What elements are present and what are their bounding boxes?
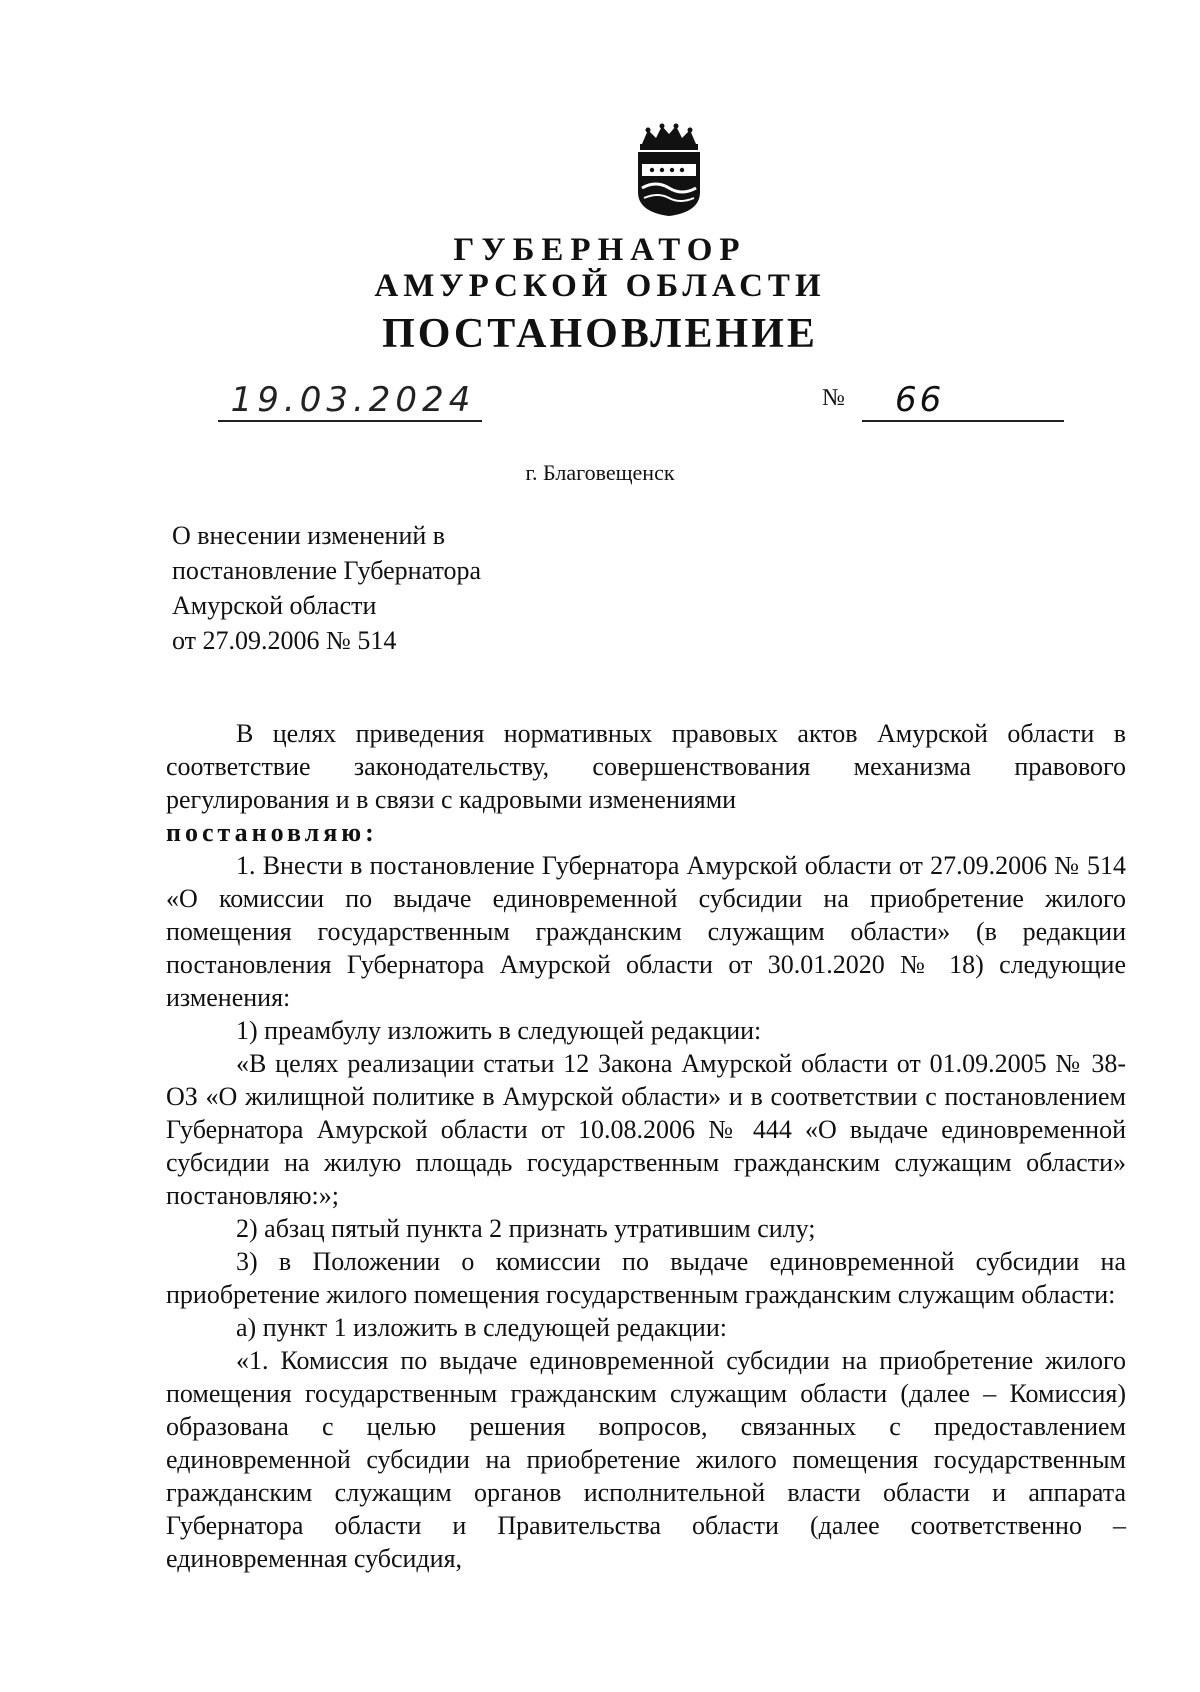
paragraph-quote-commission: «1. Комиссия по выдаче единовременной субсидии на приобретение жилого помещения государственным гражданским служащим области (далее – Комиссия) образована с целью решения вопросов, связанных с предоставлением единовременной субсидии на приобретение жилого помещения государственным гражданским служащим органов исполнительной власти области и аппарата Губернатора области и Правительства области (далее соответственно – единовременная субсидия,: [166, 1346, 1126, 1573]
paragraph-subitem-2: 2) абзац пятый пункта 2 признать утратившим силу;: [236, 1214, 816, 1243]
paragraph-subitem-1: 1) преамбулу изложить в следующей редакции:: [236, 1016, 762, 1045]
city-name: г. Благовещенск: [525, 460, 675, 485]
document-body: [166, 717, 1126, 1575]
document-number: 66: [895, 380, 945, 420]
decree-word: постановляю:: [166, 818, 378, 847]
paragraph-subitem-a: а) пункт 1 изложить в следующей редакции:: [236, 1313, 727, 1342]
subject-line: постановление Губернатора: [172, 556, 482, 585]
document-date: 19.03.2024: [230, 380, 476, 420]
header-region: АМУРСКОЙ ОБЛАСТИ: [374, 268, 826, 304]
subject-line: Амурской области: [172, 591, 377, 620]
paragraph-subitem-3: 3) в Положении о комиссии по выдаче единовременной субсидии на приобретение жилого помещения государственным гражданским служащим области:: [166, 1247, 1126, 1309]
coat-of-arms-icon: [628, 122, 710, 218]
date-underline: [218, 420, 482, 422]
header-title: ГУБЕРНАТОР: [453, 232, 747, 268]
subject-line: от 27.09.2006 № 514: [172, 626, 397, 655]
number-sign: №: [822, 385, 845, 411]
paragraph-quote-preamble: «В целях реализации статьи 12 Закона Амурской области от 01.09.2005 № 38-ОЗ «О жилищной политике в Амурской области» и в соответствии с постановлением Губернатора Амурской области от 10.08.2006 № 444 «О выдаче единовременной субсидии на жилую площадь государственным гражданским служащим области» постановляю:»;: [166, 1049, 1126, 1210]
subject-line: О внесении изменений в: [172, 521, 446, 550]
document-type: ПОСТАНОВЛЕНИЕ: [382, 311, 818, 357]
paragraph-preamble: В целях приведения нормативных правовых актов Амурской области в соответствие законодательству, совершенствования механизма правового регулирования и в связи с кадровыми изменениями: [166, 719, 1126, 814]
paragraph-item-1: 1. Внести в постановление Губернатора Амурской области от 27.09.2006 № 514 «О комиссии по выдаче единовременной субсидии на приобретение жилого помещения государственным гражданским служащим области» (в редакции постановления Губернатора Амурской области от 30.01.2020 № 18) следующие изменения:: [166, 851, 1126, 1012]
number-underline: [862, 420, 1064, 422]
document-subject: [172, 518, 481, 658]
